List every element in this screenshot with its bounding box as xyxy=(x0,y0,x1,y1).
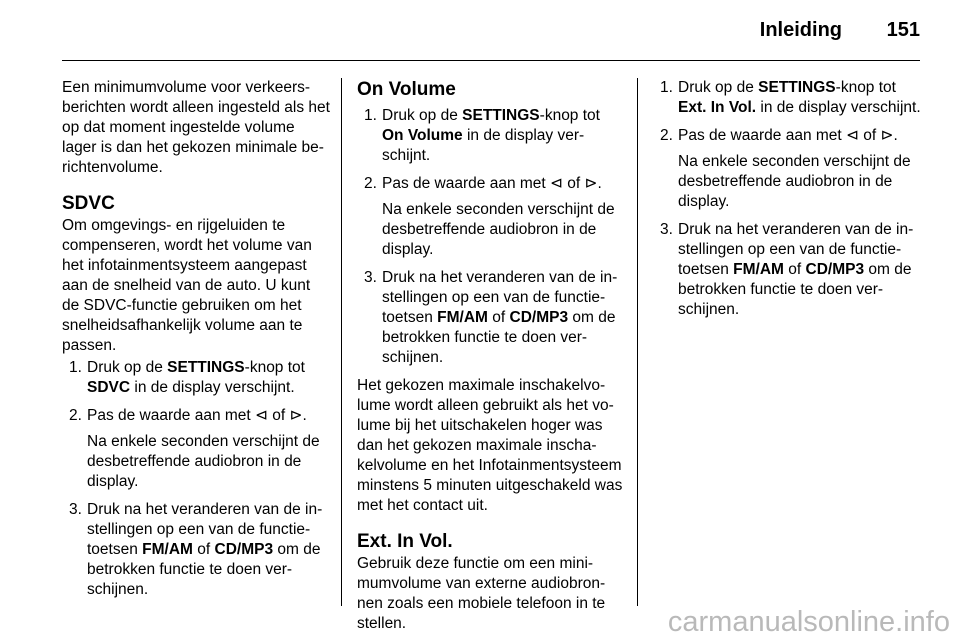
step-number: 2. xyxy=(69,407,82,424)
list-item xyxy=(653,126,921,212)
list-item xyxy=(653,220,921,320)
step-subtext: Na enkele seconden verschijnt de desbetreffende audiobron in de display. xyxy=(382,201,615,258)
step-text: Druk op de xyxy=(87,359,168,376)
button-label-fmam: FM/AM xyxy=(733,261,784,278)
step-text: in de display verschijnt. xyxy=(756,99,921,116)
list-item xyxy=(62,358,330,398)
column-divider-2 xyxy=(637,78,638,606)
step-text: Druk op de xyxy=(382,107,463,124)
display-label-ext-in-vol: Ext. In Vol. xyxy=(678,99,757,116)
button-label-cdmp3: CD/MP3 xyxy=(214,541,274,558)
step-text: in de display verschijnt. xyxy=(130,379,295,396)
step-text: -knop tot xyxy=(835,79,896,96)
step-subtext: Na enkele seconden verschijnt de desbetreffende audiobron in de display. xyxy=(87,433,320,490)
step-text: Pas de waarde aan met ⊲ of ⊳. xyxy=(678,127,898,144)
step-text: in de display verschijnt. xyxy=(382,127,585,164)
button-label-cdmp3: CD/MP3 xyxy=(509,309,569,326)
step-text: Druk na het veranderen van de instellingen op een van de functietoetsen xyxy=(678,221,914,278)
column-1 xyxy=(62,78,330,608)
step-text: om de betrokken functie te doen verschijnen. xyxy=(678,261,912,318)
list-item xyxy=(653,78,921,118)
list-item xyxy=(357,174,625,260)
button-label-settings: SETTINGS xyxy=(167,359,245,376)
step-number: 1. xyxy=(69,359,82,376)
button-label-cdmp3: CD/MP3 xyxy=(805,261,865,278)
button-label-settings: SETTINGS xyxy=(462,107,540,124)
step-text: Druk na het veranderen van de instellingen op een van de functietoetsen xyxy=(87,501,323,558)
step-subtext: Na enkele seconden verschijnt de desbetreffende audiobron in de display. xyxy=(678,153,911,210)
display-label-sdvc: SDVC xyxy=(87,379,131,396)
step-text: -knop tot xyxy=(539,107,600,124)
display-label-on-volume: On Volume xyxy=(382,127,463,144)
ext-in-vol-steps xyxy=(653,78,921,320)
page-title: Inleiding xyxy=(759,19,842,41)
list-item xyxy=(62,500,330,600)
button-label-fmam: FM/AM xyxy=(142,541,193,558)
step-number: 1. xyxy=(660,79,673,96)
step-number: 1. xyxy=(364,107,377,124)
on-volume-steps xyxy=(357,106,625,368)
step-text: Druk op de xyxy=(678,79,759,96)
section-heading-ext-in-vol: Ext. In Vol. xyxy=(357,531,453,552)
step-number: 2. xyxy=(364,175,377,192)
list-item xyxy=(357,268,625,368)
step-text: Pas de waarde aan met ⊲ of ⊳. xyxy=(382,175,602,192)
button-label-fmam: FM/AM xyxy=(437,309,488,326)
step-number: 3. xyxy=(660,221,673,238)
intro-paragraph: Een minimumvolume voor verkeersberichten wordt alleen ingesteld als het op dat moment ingestelde volume lager is dan het gekozen minimale berichtenvolume. xyxy=(62,79,330,176)
step-number: 2. xyxy=(660,127,673,144)
step-text: of xyxy=(487,309,510,326)
step-text: of xyxy=(192,541,215,558)
step-text: of xyxy=(783,261,806,278)
page-number: 151 xyxy=(886,19,920,41)
step-text: -knop tot xyxy=(244,359,305,376)
step-text: om de betrokken functie te doen verschijnen. xyxy=(87,541,321,598)
ext-in-vol-paragraph: Gebruik deze functie om een minimumvolume van externe audiobronnen zoals een mobiele telefoon in te stellen. xyxy=(357,555,606,632)
step-text: Pas de waarde aan met ⊲ of ⊳. xyxy=(87,407,307,424)
column-3 xyxy=(653,78,921,328)
step-number: 3. xyxy=(364,269,377,286)
header-rule xyxy=(62,60,920,61)
sdvc-steps xyxy=(62,358,330,600)
step-text: Druk na het veranderen van de instellingen op een van de functietoetsen xyxy=(382,269,618,326)
on-volume-paragraph: Het gekozen maximale inschakelvolume wordt alleen gebruikt als het volume bij het uitschakelen hoger was dan het gekozen maximale inschakelvolume en het Infotainmentsysteem minstens 5 minuten uitgeschakeld was met het contact uit. xyxy=(357,377,623,514)
page-header xyxy=(0,0,960,60)
button-label-settings: SETTINGS xyxy=(758,79,836,96)
sdvc-paragraph: Om omgevings- en rijgeluiden te compenseren, wordt het volume van het infotainmentsysteem aangepast aan de snelheid van de auto. U kunt de SDVC-functie gebruiken om het snelheidsafhankelijk volume aan te passen. xyxy=(62,217,312,354)
watermark: carmanualsonline.info xyxy=(667,606,950,638)
list-item xyxy=(62,406,330,492)
section-heading-sdvc: SDVC xyxy=(62,193,115,214)
column-divider-1 xyxy=(341,78,342,606)
list-item xyxy=(357,106,625,166)
step-number: 3. xyxy=(69,501,82,518)
column-2 xyxy=(357,78,625,634)
step-text: om de betrokken functie te doen verschijnen. xyxy=(382,309,616,366)
section-heading-on-volume: On Volume xyxy=(357,79,456,100)
